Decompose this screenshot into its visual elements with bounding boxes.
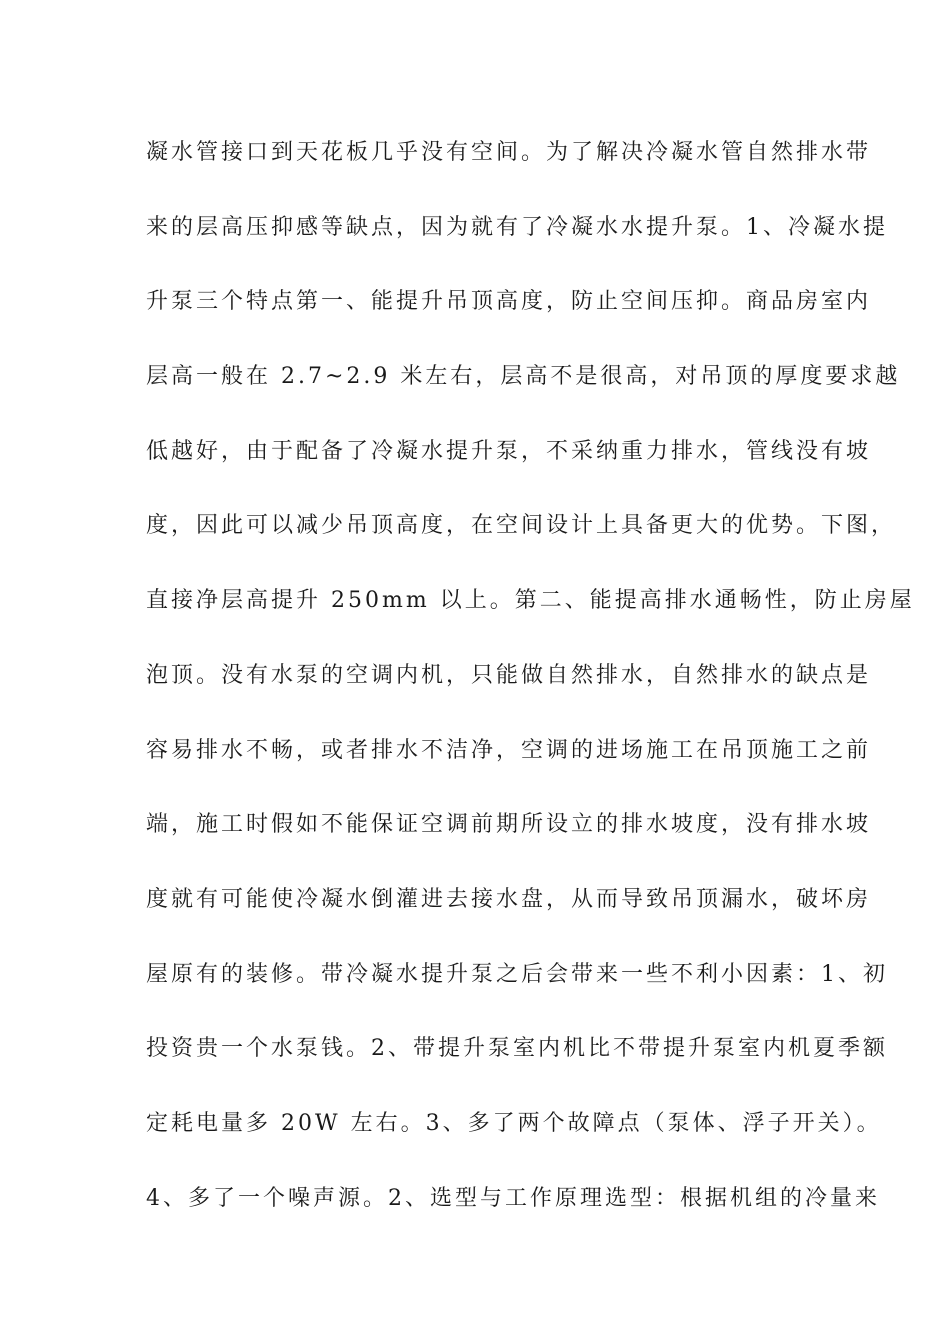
text-line: 凝水管接口到天花板几乎没有空间。为了解决冷凝水管自然排水带 [146, 140, 872, 165]
text-line: 层高一般在 2.7~2.9 米左右，层高不是很高，对吊顶的厚度要求越 [146, 364, 901, 390]
body-text [146, 130, 915, 1250]
text-line: 定耗电量多 20W 左右。3、多了两个故障点（泵体、浮子开关）。 [146, 1110, 882, 1136]
text-line: 低越好，由于配备了冷凝水提升泵，不采纳重力排水，管线没有坡 [146, 438, 872, 464]
text-line: 来的层高压抑感等缺点，因为就有了冷凝水水提升泵。1、冷凝水提 [146, 214, 888, 240]
text-line: 端，施工时假如不能保证空调前期所设立的排水坡度，没有排水坡 [146, 812, 872, 838]
text-line: 泡顶。没有水泵的空调内机，只能做自然排水，自然排水的缺点是 [146, 662, 872, 688]
text-line: 投资贵一个水泵钱。2、带提升泵室内机比不带提升泵室内机夏季额 [146, 1036, 888, 1062]
text-line: 度就有可能使冷凝水倒灌进去接水盘，从而导致吊顶漏水，破坏房 [146, 886, 872, 912]
text-line: 容易排水不畅，或者排水不洁净，空调的进场施工在吊顶施工之前 [146, 737, 872, 763]
text-line: 直接净层高提升 250mm 以上。第二、能提高排水通畅性，防止房屋 [146, 588, 915, 614]
text-line: 4、多了一个噪声源。2、选型与工作原理选型：根据机组的冷量来 [146, 1185, 880, 1211]
text-line: 升泵三个特点第一、能提升吊顶高度，防止空间压抑。商品房室内 [146, 289, 872, 315]
text-line: 度，因此可以减少吊顶高度，在空间设计上具备更大的优势。下图， [146, 513, 897, 539]
text-line: 屋原有的装修。带冷凝水提升泵之后会带来一些不利小因素：1、初 [146, 961, 888, 987]
